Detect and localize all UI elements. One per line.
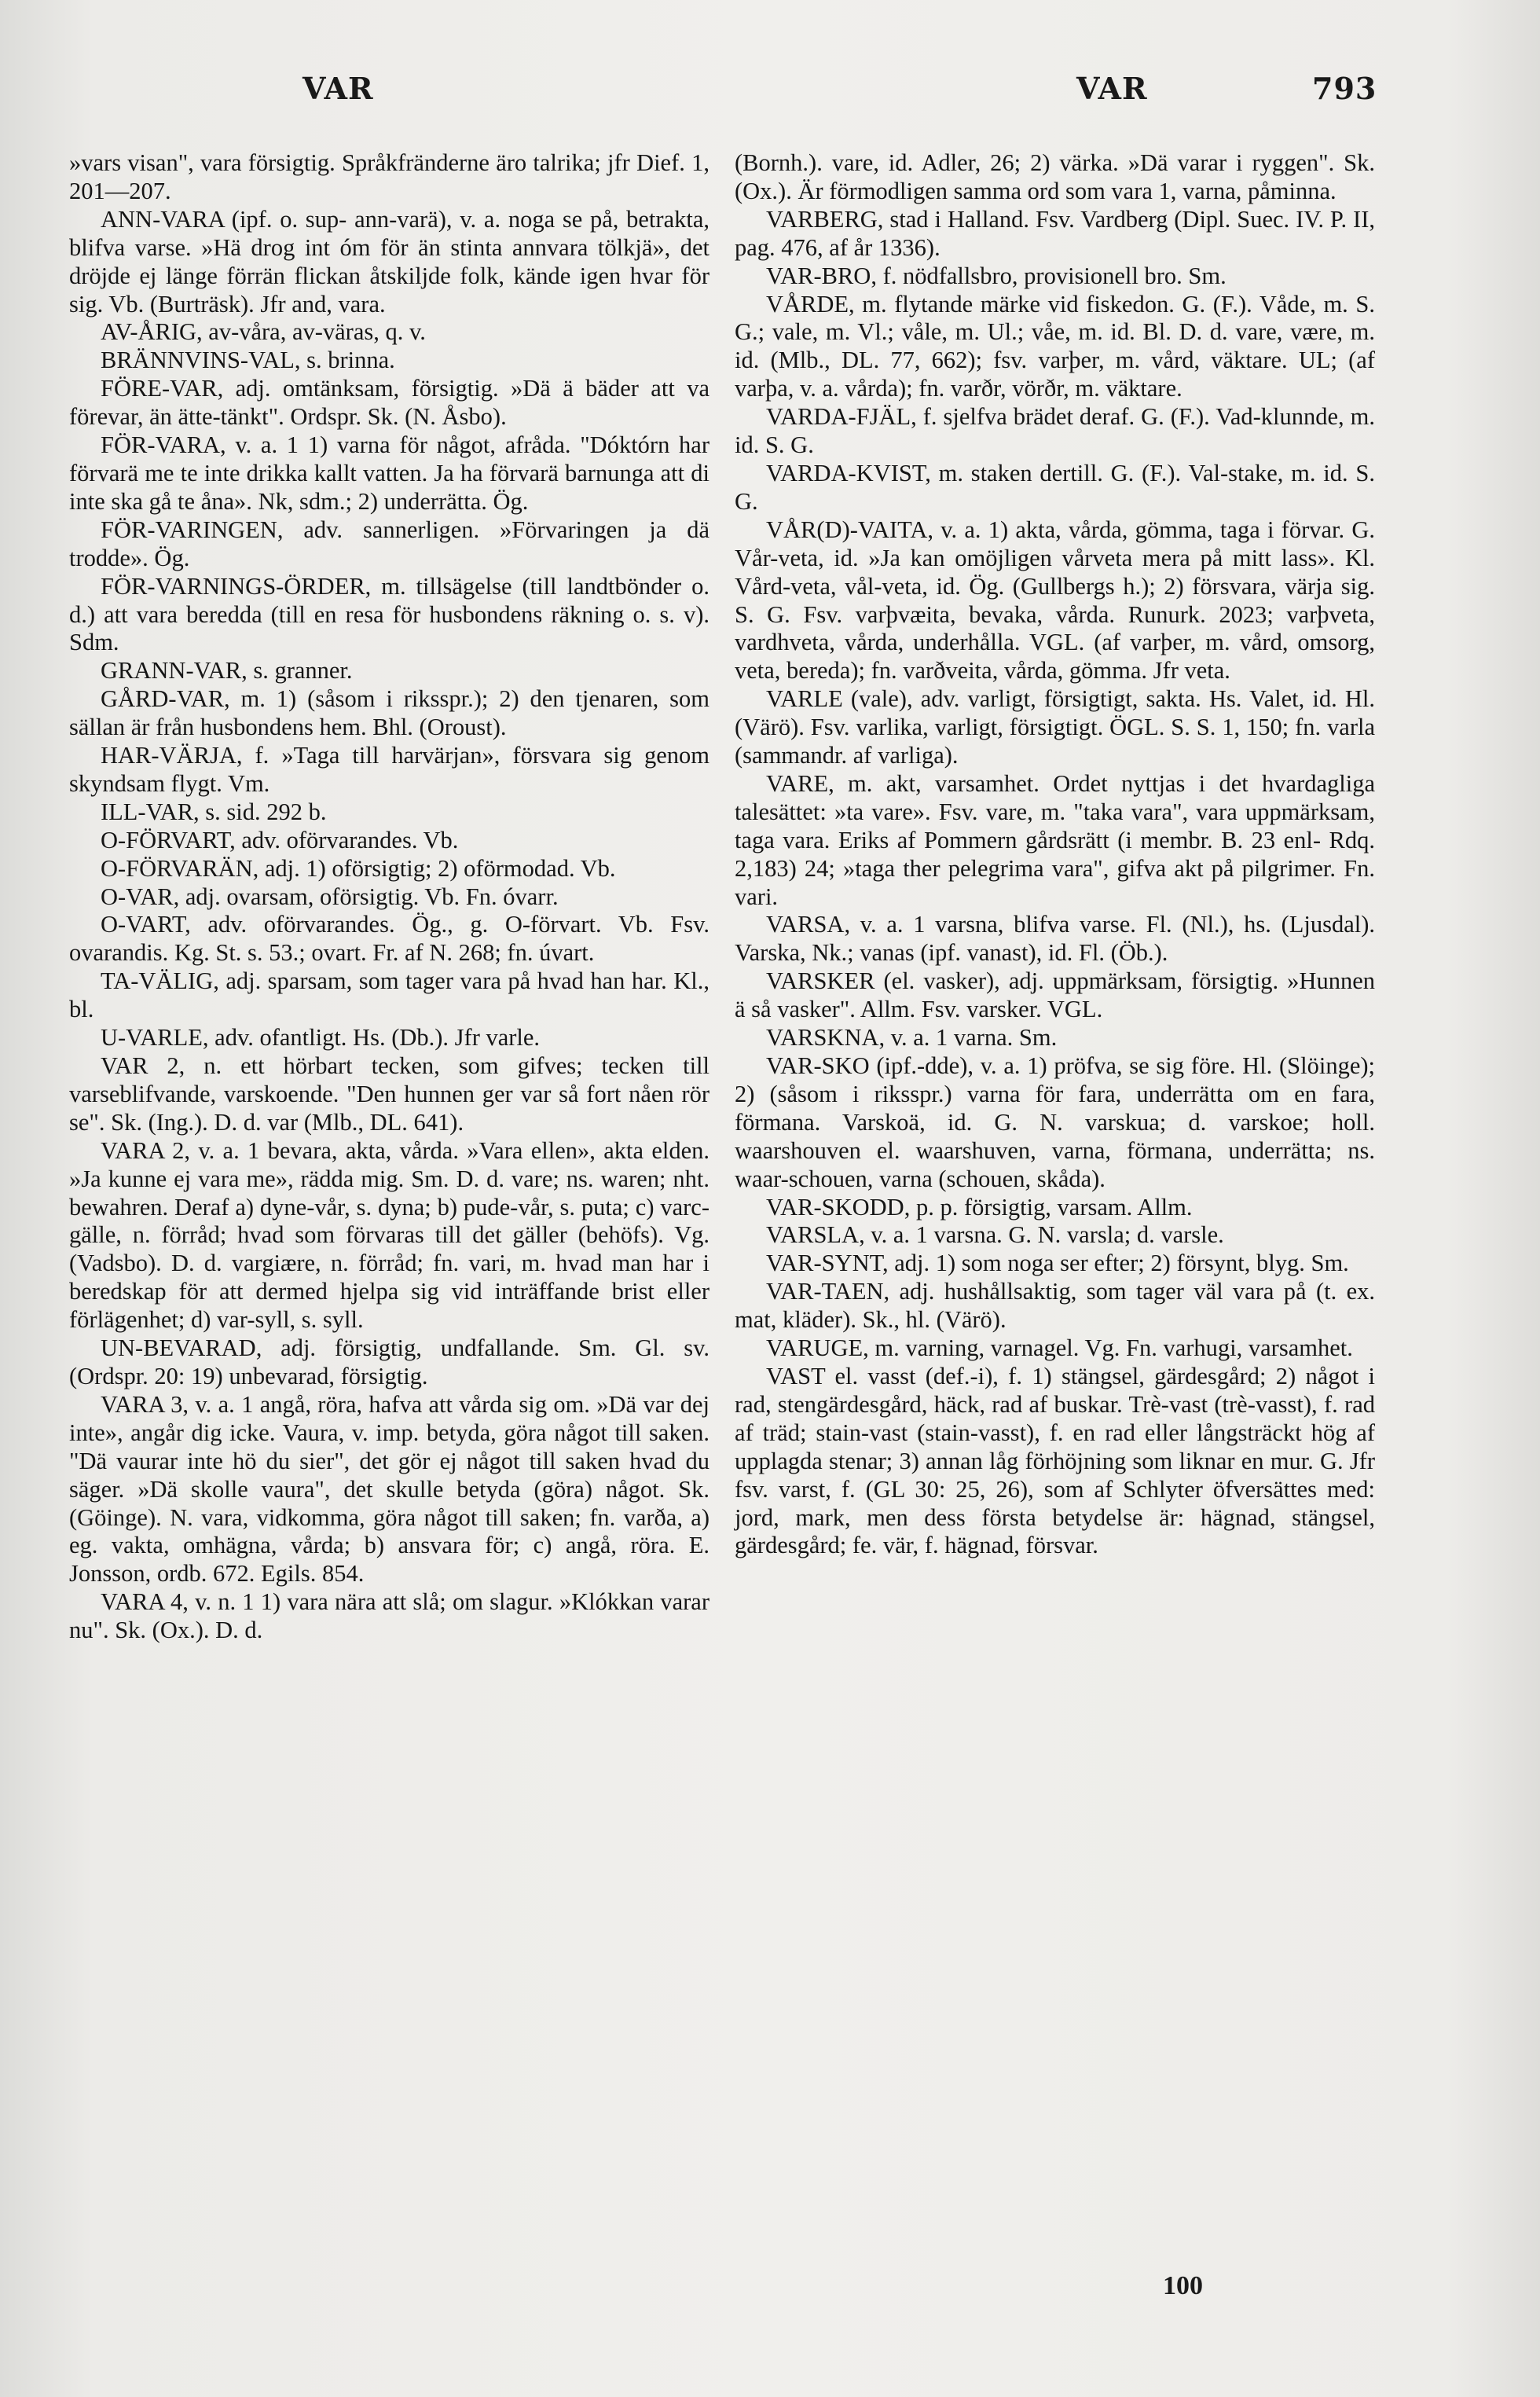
dictionary-entry: O-VAR, adj. ovarsam, oförsigtig. Vb. Fn. óvarr. <box>101 883 559 910</box>
dictionary-entry: VAR-TAEN, adj. hushållsaktig, som tager väl vara på (t. ex. mat, kläder). Sk., hl. (Värö). <box>735 1278 1375 1334</box>
dictionary-entry: VARDA-KVIST, m. staken dertill. G. (F.). Val-stake, m. id. S. G. <box>735 459 1375 515</box>
dictionary-entry: ANN-VARA (ipf. o. sup- ann-varä), v. a. noga se på, betrakta, blifva varse. »Hä drog int óm för än stinta annvara tölkjä», det dröjde ej länge förrän flickan åtskiljde folk, kände igen hvar för sig. Vb. (Burträsk). Jfr and, vara. <box>69 205 710 318</box>
dictionary-entry: VARLE (vale), adv. varligt, försigtigt, sakta. Hs. Valet, id. Hl. (Värö). Fsv. varlika, varligt, försigtigt. ÖGL. S. S. 1, 150; fn. varla (sammandr. af varliga). <box>735 685 1375 769</box>
dictionary-entry: ILL-VAR, s. sid. 292 b. <box>101 798 327 825</box>
dictionary-entry: VAR-SKODD, p. p. försigtig, varsam. Allm. <box>766 1193 1193 1221</box>
dictionary-entry: U-VARLE, adv. ofantligt. Hs. (Db.). Jfr varle. <box>101 1024 541 1052</box>
right-column <box>735 149 1375 1560</box>
dictionary-entry: VARDA-FJÄL, f. sjelfva brädet deraf. G. (F.). Vad-klunnde, m. id. S. G. <box>735 403 1375 459</box>
dictionary-entry: VARSA, v. a. 1 varsna, blifva varse. Fl. (Nl.), hs. (Ljusdal). Varska, Nk.; vanas (ipf. vanast), id. Fl. (Öb.). <box>735 911 1375 967</box>
dictionary-entry: VAST el. vasst (def.-i), f. 1) stängsel, gärdesgård; 2) något i rad, stengärdesgård, häck, rad af buskar. Trè-vast (trè-vasst), f. rad af träd; stain-vast (stain-vasst), f. en rad eller långsträckt hög af upplagda stenar; 3) annan låg förhöjning som liknar en mur. G. Jfr fsv. varst, f. (GL 30: 25, 26), som af Schlyter öfversättes med: jord, mark, men dess första betydelse är: hägnad, stängsel, gärdesgård; fe. vär, f. hägnad, försvar. <box>735 1362 1375 1559</box>
dictionary-entry: VAR-SKO (ipf.-dde), v. a. 1) pröfva, se sig före. Hl. (Slöinge); 2) (såsom i riksspr.) varna för fara, underrätta om en fara, förmana. Varskoä, id. G. N. varskua; d. varskoe; holl. waarshouven el. waarshuven, varna, förmana, underrätta; ns. waar-schouen, varna (schouen, skåda). <box>735 1052 1375 1192</box>
dictionary-entry: GRANN-VAR, s. granner. <box>101 657 353 685</box>
entry-continuation: »vars visan", vara försigtig. Språkfränderne äro talrika; jfr Dief. 1, 201—207. <box>69 149 710 204</box>
dictionary-entry: HAR-VÄRJA, f. »Taga till harvärjan», försvara sig genom skyndsam flygt. Vm. <box>69 742 710 797</box>
dictionary-entry: BRÄNNVINS-VAL, s. brinna. <box>101 347 395 374</box>
dictionary-entry: GÅRD-VAR, m. 1) (såsom i riksspr.); 2) den tjenaren, som sällan är från husbondens hem. Bhl. (Oroust). <box>69 685 710 741</box>
left-column <box>69 149 710 1645</box>
dictionary-entry: VARSKER (el. vasker), adj. uppmärksam, försigtig. »Hunnen ä så vasker". Allm. Fsv. varsker. VGL. <box>735 967 1375 1023</box>
dictionary-entry: VÅRDE, m. flytande märke vid fiskedon. G. (F.). Våde, m. S. G.; vale, m. Vl.; våle, m. Ul.; våe, m. id. Bl. D. d. vare, være, m. id. (Mlb., DL. 77, 662); fsv. varþer, m. vård, väktare. UL; (af varþa, v. a. vårda); fn. varðr, vörðr, m. väktare. <box>735 290 1375 402</box>
dictionary-entry: O-VART, adv. oförvarandes. Ög., g. O-förvart. Vb. Fsv. ovarandis. Kg. St. s. 53.; ovart. Fr. af N. 268; fn. úvart. <box>69 911 710 967</box>
dictionary-entry: VARA 4, v. n. 1 1) vara nära att slå; om slagur. »Klókkan varar nu". Sk. (Ox.). D. d. <box>69 1588 710 1644</box>
dictionary-entry: VÅR(D)-VAITA, v. a. 1) akta, vårda, gömma, taga i förvar. G. Vår-veta, id. »Ja kan omöjligen vårveta mera på mitt lass». Kl. Vård-veta, vål-veta, id. Ög. (Gullbergs h.); 2) försvara, värja sig. S. G. Fsv. varþvæita, bevaka, vårda. Runurk. 2023; varþveta, vardhveta, vårda, underhålla. VGL. (af varþer, m. vård, omsorg, veta, bereda); fn. varðveita, vårda, gömma. Jfr veta. <box>735 516 1375 685</box>
dictionary-entry: VARA 2, v. a. 1 bevara, akta, vårda. »Vara ellen», akta elden. »Ja kunne ej vara me», rädda mig. Sm. D. d. vare; ns. waren; nht. bewahren. Deraf a) dyne-vår, s. dyna; b) pude-vår, s. puta; c) varc-gälle, n. förråd; hvad som förvaras till det gäller (behöfs). Vg. (Vadsbo). D. d. vargiære, n. förråd; fn. vari, m. hvad man har i beredskap för att dermed hjelpa sig vid inträffande brist eller förlägenhet; d) var-syll, s. syll. <box>69 1136 710 1334</box>
dictionary-entry: AV-ÅRIG, av-våra, av-väras, q. v. <box>101 318 426 346</box>
dictionary-entry: VARSKNA, v. a. 1 varna. Sm. <box>766 1024 1058 1052</box>
dictionary-entry: VAR-BRO, f. nödfallsbro, provisionell bro. Sm. <box>766 262 1226 289</box>
dictionary-entry: FÖR-VARNINGS-ÖRDER, m. tillsägelse (till landtbönder o. d.) att vara beredda (till en resa för husbondens räkning o. s. v). Sdm. <box>69 572 710 656</box>
dictionary-entry: VAR-SYNT, adj. 1) som noga ser efter; 2) försynt, blyg. Sm. <box>766 1250 1349 1277</box>
dictionary-entry: TA-VÄLIG, adj. sparsam, som tager vara på hvad han har. Kl., bl. <box>69 967 710 1023</box>
dictionary-entry: FÖR-VARINGEN, adv. sannerligen. »Förvaringen ja dä trodde». Ög. <box>69 516 710 571</box>
right-running-head: VAR <box>1076 71 1148 106</box>
dictionary-entry: FÖRE-VAR, adj. omtänksam, försigtig. »Dä ä bäder att va förevar, än ätte-tänkt". Ordspr. Sk. (N. Åsbo). <box>69 375 710 431</box>
dictionary-entry: VARE, m. akt, varsamhet. Ordet nyttjas i det hvardagliga talesättet: »ta vare». Fsv. vare, m. "taka vara", vara uppmärksam, taga vara. Eriks af Pommern gårdsrätt (i membr. B. 23 enl- Rdq. 2,183) 24; »taga ther pelegrima vara", gifva akt på pilgrimer. Fn. vari. <box>735 769 1375 910</box>
left-running-head: VAR <box>302 71 374 106</box>
signature-number: 100 <box>1163 2271 1203 2300</box>
dictionary-entry: VARA 3, v. a. 1 angå, röra, hafva att vårda sig om. »Dä var dej inte», angår dig icke. Vaura, v. imp. betyda, göra något till saken. "Dä vaurar inte hö du sier", det gör ej något till saken hvad du säger. »Dä skolle vaura", det skulle betyda (göra) något. Sk. (Göinge). N. vara, vidkomma, göra något till saken; fn. varða, a) eg. vakta, omhägna, vårda; b) ansvara för; c) angå, röra. E. Jonsson, ordb. 672. Egils. 854. <box>69 1390 710 1588</box>
dictionary-entry: VARUGE, m. varning, varnagel. Vg. Fn. varhugi, varsamhet. <box>766 1334 1353 1362</box>
entry-continuation: (Bornh.). vare, id. Adler, 26; 2) värka. »Dä varar i ryggen". Sk. (Ox.). Är förmodligen samma ord som vara 1, varna, påminna. <box>735 149 1375 204</box>
dictionary-entry: VAR 2, n. ett hörbart tecken, som gifves; tecken till varseblifvande, varskoende. "Den hunnen ger var så fort nåen rör se". Sk. (Ing.). D. d. var (Mlb., DL. 641). <box>69 1052 710 1136</box>
dictionary-entry: VARSLA, v. a. 1 varsna. G. N. varsla; d. varsle. <box>766 1221 1224 1249</box>
dictionary-entry: UN-BEVARAD, adj. försigtig, undfallande. Sm. Gl. sv. (Ordspr. 20: 19) unbevarad, försigtig. <box>69 1334 710 1389</box>
dictionary-entry: VARBERG, stad i Halland. Fsv. Vardberg (Dipl. Suec. IV. P. II, pag. 476, af år 1336). <box>735 205 1375 261</box>
dictionary-entry: FÖR-VARA, v. a. 1 1) varna för något, afråda. "Dóktórn har förvarä me te inte drikka kallt vatten. Ja ha förvarä barnunga att di inte ska gå te åna». Nk, sdm.; 2) underrätta. Ög. <box>69 431 710 515</box>
dictionary-entry: O-FÖRVART, adv. oförvarandes. Vb. <box>101 826 459 853</box>
dictionary-entry: O-FÖRVARÄN, adj. 1) oförsigtig; 2) oförmodad. Vb. <box>101 854 616 882</box>
page-number: 793 <box>1312 71 1377 106</box>
